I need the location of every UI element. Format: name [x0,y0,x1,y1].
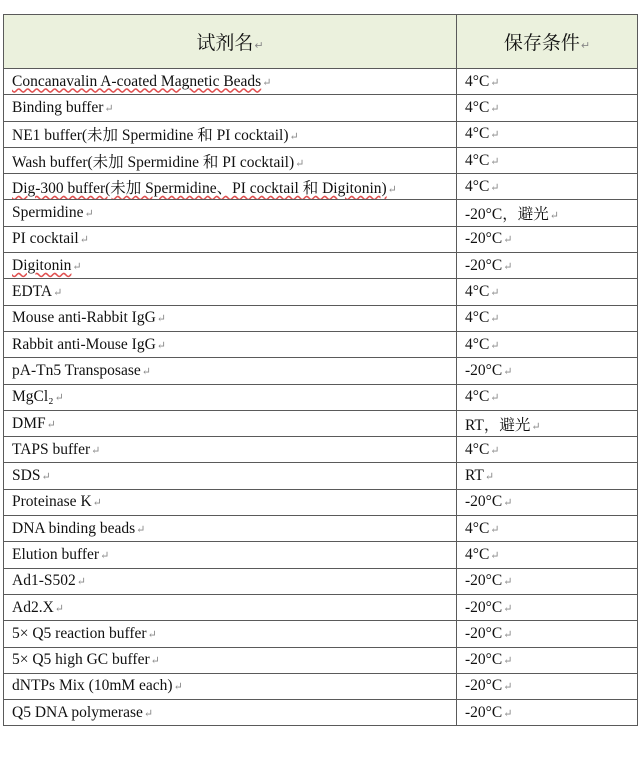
paragraph-mark-icon: ↵ [490,549,500,562]
paragraph-mark-icon: ↵ [92,497,102,510]
table-row [4,384,638,410]
table-row [4,69,638,95]
paragraph-mark-icon: ↵ [173,681,183,694]
paragraph-mark-icon: ↵ [41,471,51,484]
storage-condition: -20°C [465,703,503,721]
table-row [4,331,638,357]
table-row [4,147,638,173]
reagent-name: TAPS buffer [12,440,91,458]
reagent-name: Dig-300 buffer(未加 Spermidine、PI cocktail 和 Digitonin) [12,179,387,197]
header-storage-condition [457,15,638,69]
paragraph-mark-icon: ↵ [490,313,500,326]
reagent-name: Wash buffer(未加 Spermidine 和 PI cocktail) [12,153,295,171]
paragraph-mark-icon: ↵ [156,339,167,352]
storage-condition-cell [457,516,638,542]
reagent-name: NE1 buffer(未加 Spermidine 和 PI cocktail) [12,127,289,145]
reagent-name: Ad1-S502 [12,572,76,590]
storage-condition: -20°C [465,598,503,616]
table-row [4,463,638,489]
storage-condition-cell [457,331,638,357]
table-row [4,568,638,594]
table-row [4,647,638,673]
reagent-name: 5× Q5 high GC buffer [12,651,150,669]
table-row [4,410,638,436]
table-row [4,253,638,279]
paragraph-mark-icon: ↵ [156,313,167,326]
storage-condition: -20°C [465,493,503,511]
reagent-name-cell [4,568,457,594]
table-row [4,200,638,226]
storage-condition: 4°C [465,72,490,90]
storage-condition: 4°C [465,335,490,353]
reagent-name-cell [4,226,457,252]
reagent-name-cell [4,358,457,384]
paragraph-mark-icon: ↵ [295,157,305,170]
paragraph-mark-icon: ↵ [503,602,513,615]
reagent-name: DMF [12,414,46,432]
storage-condition-cell [457,437,638,463]
reagent-name: pA-Tn5 Transposase [12,361,141,379]
storage-condition-cell [457,147,638,173]
reagent-name-cell [4,253,457,279]
reagent-name-cell [4,437,457,463]
storage-condition: 4°C [465,440,490,458]
paragraph-mark-icon: ↵ [490,129,500,142]
reagent-name: Ad2.X [12,598,54,616]
table-row [4,700,638,726]
storage-condition: -20°C [465,651,503,669]
header-reagent-name-text: 试剂名 [196,32,254,54]
paragraph-mark-icon: ↵ [490,523,500,536]
paragraph-mark-icon: ↵ [490,287,500,300]
reagent-name-cell [4,279,457,305]
storage-condition: 4°C [465,283,490,301]
reagent-name-cell [4,463,457,489]
storage-condition: 4°C [465,309,490,327]
table-row [4,516,638,542]
reagent-name: Binding buffer [12,98,104,116]
storage-condition-cell [457,200,638,226]
storage-condition-cell [457,673,638,699]
storage-condition-cell [457,121,638,147]
reagent-name-cell [4,410,457,436]
table-row [4,673,638,699]
paragraph-mark-icon: ↵ [580,39,591,52]
storage-condition: -20°C [465,230,503,248]
storage-condition: 4°C [465,125,490,143]
table-row [4,174,638,200]
storage-condition-cell [457,305,638,331]
reagent-name-cell [4,147,457,173]
table-row [4,305,638,331]
storage-condition-cell [457,95,638,121]
storage-condition: RT [465,467,484,485]
paragraph-mark-icon: ↵ [136,523,146,536]
reagent-name-cell [4,516,457,542]
paragraph-mark-icon: ↵ [484,471,495,484]
table-row [4,621,638,647]
reagent-name: DNA binding beads [12,519,136,537]
paragraph-mark-icon: ↵ [104,102,114,115]
paragraph-mark-icon: ↵ [91,444,101,457]
paragraph-mark-icon: ↵ [387,183,397,196]
reagent-name-cell [4,384,457,410]
table-row [4,279,638,305]
paragraph-mark-icon: ↵ [490,181,500,194]
reagent-name-cell [4,305,457,331]
storage-condition-cell [457,594,638,620]
reagent-name: dNTPs Mix (10mM each) [12,677,173,695]
table-row [4,489,638,515]
paragraph-mark-icon: ↵ [143,707,154,720]
reagent-name: 5× Q5 reaction buffer [12,624,147,642]
reagent-name: Rabbit anti-Mouse IgG [12,335,156,353]
paragraph-mark-icon: ↵ [503,707,513,720]
storage-condition-cell [457,174,638,200]
paragraph-mark-icon: ↵ [503,365,513,378]
paragraph-mark-icon: ↵ [503,681,513,694]
paragraph-mark-icon: ↵ [503,260,513,273]
reagent-name-cell [4,673,457,699]
reagent-name: Proteinase K [12,493,92,511]
paragraph-mark-icon: ↵ [54,392,64,405]
header-storage-condition-text: 保存条件 [503,32,580,54]
table-body [4,15,638,726]
table-row [4,542,638,568]
table-row [4,358,638,384]
reagent-table [3,14,638,726]
reagent-name: Elution buffer [12,545,100,563]
paragraph-mark-icon: ↵ [84,208,94,221]
storage-condition-cell [457,226,638,252]
paragraph-mark-icon: ↵ [72,260,82,273]
reagent-name-cell [4,700,457,726]
paragraph-mark-icon: ↵ [150,655,160,668]
storage-condition: RT，避光 [465,416,531,434]
reagent-name: MgCl₂ [12,388,54,406]
paragraph-mark-icon: ↵ [490,392,500,405]
header-reagent-name [4,15,457,69]
reagent-name: Q5 DNA polymerase [12,703,143,721]
reagent-name-cell [4,542,457,568]
storage-condition: 4°C [465,388,490,406]
paragraph-mark-icon: ↵ [141,365,151,378]
reagent-name-cell [4,121,457,147]
storage-condition: -20°C [465,572,503,590]
storage-condition-cell [457,647,638,673]
paragraph-mark-icon: ↵ [503,234,513,247]
table-row [4,437,638,463]
paragraph-mark-icon: ↵ [490,102,500,115]
reagent-storage-table [3,14,638,726]
paragraph-mark-icon: ↵ [490,155,500,168]
storage-condition-cell [457,253,638,279]
table-row [4,594,638,620]
storage-condition: 4°C [465,545,490,563]
paragraph-mark-icon: ↵ [549,210,559,223]
paragraph-mark-icon: ↵ [79,234,89,247]
paragraph-mark-icon: ↵ [54,602,64,615]
paragraph-mark-icon: ↵ [490,339,500,352]
storage-condition-cell [457,542,638,568]
reagent-name-cell [4,69,457,95]
storage-condition-cell [457,489,638,515]
paragraph-mark-icon: ↵ [490,76,500,89]
reagent-name-cell [4,200,457,226]
paragraph-mark-icon: ↵ [289,131,299,144]
paragraph-mark-icon: ↵ [503,497,513,510]
paragraph-mark-icon: ↵ [147,628,157,641]
storage-condition-cell [457,700,638,726]
paragraph-mark-icon: ↵ [503,576,513,589]
reagent-name: Concanavalin A-coated Magnetic Beads [12,72,262,90]
reagent-name: Spermidine [12,204,84,222]
reagent-name: Digitonin [12,256,72,274]
storage-condition-cell [457,384,638,410]
storage-condition-cell [457,279,638,305]
storage-condition: 4°C [465,98,490,116]
paragraph-mark-icon: ↵ [531,420,541,433]
reagent-name-cell [4,621,457,647]
reagent-name-cell [4,174,457,200]
paragraph-mark-icon: ↵ [46,418,56,431]
reagent-name-cell [4,594,457,620]
storage-condition: -20°C [465,677,503,695]
storage-condition: -20°C，避光 [465,206,549,224]
reagent-name: EDTA [12,283,53,301]
paragraph-mark-icon: ↵ [254,39,264,52]
storage-condition: 4°C [465,177,490,195]
paragraph-mark-icon: ↵ [100,549,110,562]
table-row [4,121,638,147]
storage-condition-cell [457,69,638,95]
paragraph-mark-icon: ↵ [503,628,513,641]
storage-condition: 4°C [465,519,490,537]
paragraph-mark-icon: ↵ [76,576,86,589]
storage-condition-cell [457,358,638,384]
reagent-name: Mouse anti-Rabbit IgG [12,309,156,327]
reagent-name: PI cocktail [12,230,79,248]
storage-condition: 4°C [465,151,490,169]
table-row [4,226,638,252]
reagent-name-cell [4,331,457,357]
paragraph-mark-icon: ↵ [262,76,272,89]
storage-condition: -20°C [465,361,503,379]
reagent-name-cell [4,95,457,121]
storage-condition: -20°C [465,624,503,642]
reagent-name-cell [4,489,457,515]
storage-condition-cell [457,463,638,489]
paragraph-mark-icon: ↵ [490,444,500,457]
reagent-name-cell [4,647,457,673]
storage-condition: -20°C [465,256,503,274]
storage-condition-cell [457,410,638,436]
storage-condition-cell [457,621,638,647]
storage-condition-cell [457,568,638,594]
table-row [4,95,638,121]
reagent-name: SDS [12,467,41,485]
paragraph-mark-icon: ↵ [503,655,513,668]
paragraph-mark-icon: ↵ [53,287,63,300]
table-header-row [4,15,638,69]
